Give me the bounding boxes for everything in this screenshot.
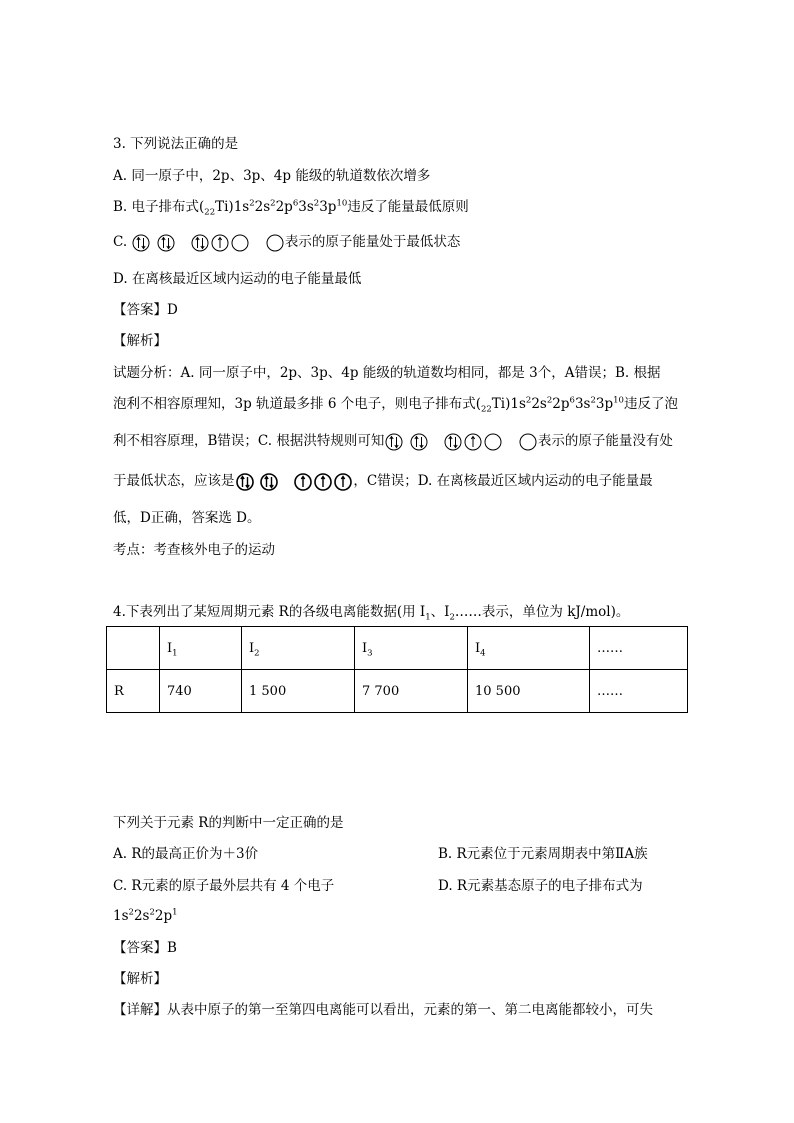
- orbital-single-bold-icon: [294, 473, 312, 491]
- q4-answer: 【答案】B: [113, 940, 177, 956]
- table-header-cell: ……: [590, 627, 688, 670]
- table-header-cell: $I_3$: [355, 627, 468, 670]
- orbital-paired-icon: [410, 433, 428, 451]
- table-cell: 10 500: [468, 670, 590, 713]
- orbital-2p-empty-icon: [231, 234, 249, 252]
- table-cell: 7 700: [355, 670, 468, 713]
- q3-stem: 3. 下列说法正确的是: [113, 136, 239, 152]
- orbital-2p-single-icon: [211, 234, 229, 252]
- q4-stem: 4.下表列出了某短周期元素 R的各级电离能数据(用 $I_1$、$I_2\dots\dots$表示，单位为 kJ/mol)。: [113, 604, 630, 623]
- q3-analysis-label: 【解析】: [113, 333, 167, 349]
- q4-detail: 【详解】从表中原子的第一至第四电离能可以看出，元素的第一、第二电离能都较小，可失: [113, 1002, 653, 1018]
- table-cell: R: [107, 670, 160, 713]
- table-header-cell: $I_2$: [242, 627, 355, 670]
- q3-explanation-line-1: 试题分析：A. 同一原子中，2p、3p、4p 能级的轨道数均相同，都是 3个，A错误；B. 根据: [113, 365, 661, 381]
- q4-option-d: D. R元素基态原子的电子排布式为: [438, 878, 643, 894]
- orbital-paired-bold-icon: [236, 473, 254, 491]
- q3-kaodian: 考点：考查核外电子的运动: [113, 542, 275, 558]
- table-cell: ……: [590, 670, 688, 713]
- orbital-paired-icon: [385, 433, 403, 451]
- orbital-single-bold-icon: [314, 473, 332, 491]
- q3-option-b: B. 电子排布式$(_{22}Ti)1s^22s^22p^63s^23p^{10}$违反了能量最低原则: [113, 198, 469, 218]
- q4-option-a: A. R的最高正价为＋3价: [113, 846, 259, 862]
- q3-explanation-line-2: 泡利不相容原理知，3p 轨道最多排 6 个电子，则电子排布式$(_{22}Ti)1s^22s^22p^63s^23p^{10}$违反了泡: [113, 395, 678, 415]
- orbital-paired-bold-icon: [260, 473, 278, 491]
- orbital-empty-icon: [484, 433, 502, 451]
- table-row: [107, 670, 688, 713]
- orbital-2s-paired-icon: [157, 234, 175, 252]
- orbital-single-icon: [464, 433, 482, 451]
- table-header-cell: $I_1$: [160, 627, 242, 670]
- q3-option-a: A. 同一原子中，2p、3p、4p 能级的轨道数依次增多: [113, 168, 431, 184]
- orbital-single-bold-icon: [334, 473, 352, 491]
- table-header-cell: $I_4$: [468, 627, 590, 670]
- q4-question: 下列关于元素 R的判断中一定正确的是: [113, 815, 344, 831]
- table-header-cell: [107, 627, 160, 670]
- orbital-empty-icon: [519, 433, 537, 451]
- orbital-empty-icon: [266, 234, 284, 252]
- q4-option-d-config: $1s^22s^22p^1$: [113, 907, 178, 924]
- q3-option-c: C. 表示的原子能量处于最低状态: [113, 234, 461, 250]
- q3-explanation-line-4: 于最低状态，应该是 ，C错误；D. 在离核最近区域内运动的电子能量最: [113, 473, 653, 489]
- table-cell: 1 500: [242, 670, 355, 713]
- q4-option-c: C. R元素的原子最外层共有 4 个电子: [113, 878, 335, 894]
- q4-analysis-label: 【解析】: [113, 971, 167, 987]
- q3-answer: 【答案】D: [113, 302, 178, 318]
- orbital-1s-paired-icon: [132, 234, 150, 252]
- orbital-paired-icon: [444, 433, 462, 451]
- table-cell: 740: [160, 670, 242, 713]
- q3-explanation-line-5: 低，D正确，答案选 D。: [113, 510, 261, 526]
- q4-option-b: B. R元素位于元素周期表中第ⅡA族: [438, 846, 648, 862]
- q3-option-d: D. 在离核最近区域内运动的电子能量最低: [113, 271, 362, 287]
- ionization-energy-table: [106, 626, 688, 713]
- q3-explanation-line-3: 利不相容原理，B错误；C. 根据洪特规则可知 表示的原子能量没有处: [113, 433, 673, 449]
- orbital-2p-paired-icon: [191, 234, 209, 252]
- table-header-row: [107, 627, 688, 670]
